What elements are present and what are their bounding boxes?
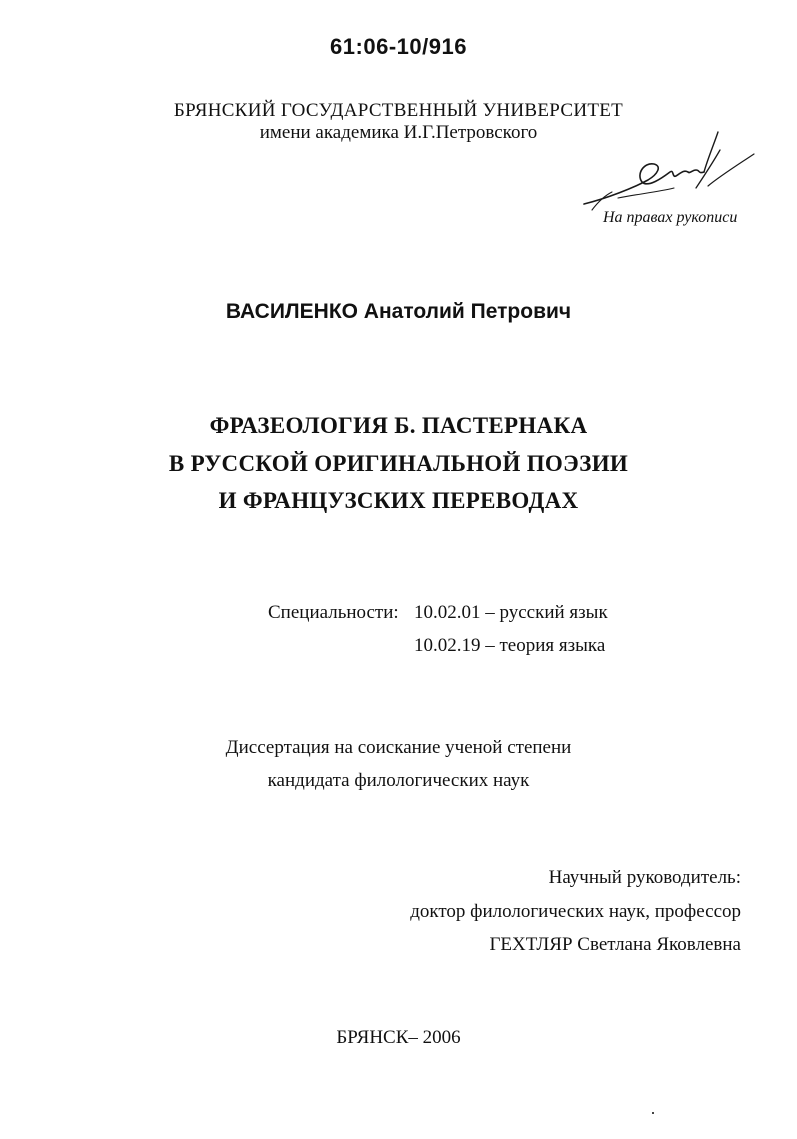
archive-code: 61:06-10/916 xyxy=(330,34,467,59)
author-name: ВАСИЛЕНКО Анатолий Петрович xyxy=(225,300,572,323)
signature-icon xyxy=(578,128,758,216)
university-named-after: имени академика И.Г.Петровского xyxy=(259,122,538,143)
scan-speck xyxy=(652,1112,654,1114)
rights-note: На правах рукописи xyxy=(603,209,738,226)
specialty-item: 10.02.19 – теория языка xyxy=(414,635,606,656)
supervisor-line: ГЕХТЛЯР Светлана Яковлевна xyxy=(489,934,741,955)
title-line: И ФРАНЦУЗСКИХ ПЕРЕВОДАХ xyxy=(218,488,579,513)
university-name: БРЯНСКИЙ ГОСУДАРСТВЕННЫЙ УНИВЕРСИТЕТ xyxy=(173,100,624,121)
supervisor-line: Научный руководитель: xyxy=(548,867,741,888)
dissertation-line: Диссертация на соискание ученой степени xyxy=(225,737,572,758)
city-year: БРЯНСК– 2006 xyxy=(336,1027,461,1048)
supervisor-line: доктор филологических наук, профессор xyxy=(410,901,741,922)
dissertation-line: кандидата филологических наук xyxy=(267,770,530,791)
specialties-label: Специальности: xyxy=(268,602,399,623)
title-line: ФРАЗЕОЛОГИЯ Б. ПАСТЕРНАКА xyxy=(209,413,588,438)
title-line: В РУССКОЙ ОРИГИНАЛЬНОЙ ПОЭЗИИ xyxy=(168,451,629,476)
specialty-item: 10.02.01 – русский язык xyxy=(414,602,608,623)
